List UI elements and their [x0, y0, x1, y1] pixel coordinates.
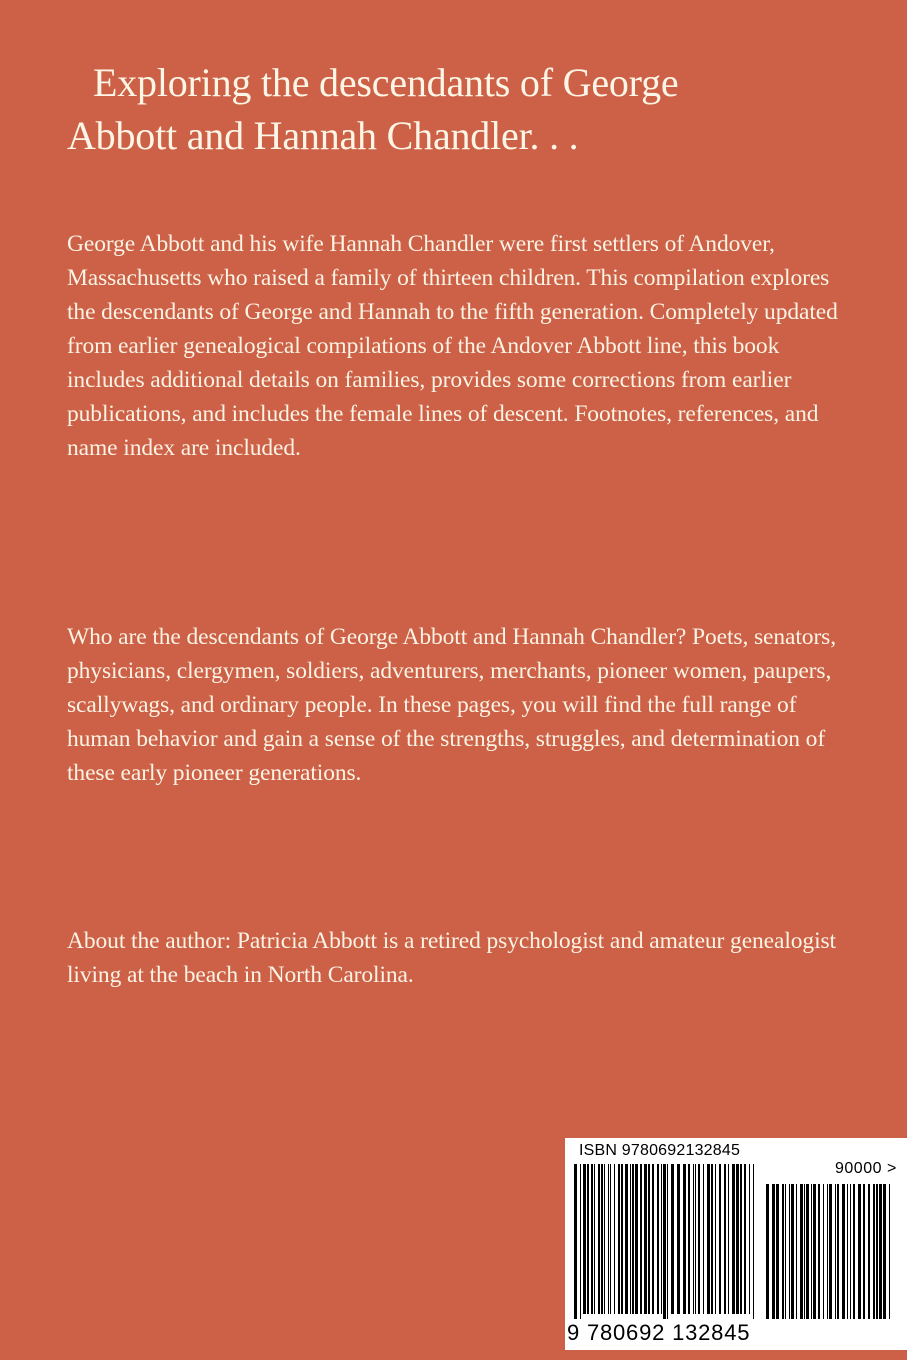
headline-line-1: Exploring the descendants of George	[93, 60, 679, 105]
back-cover-headline	[67, 56, 867, 162]
book-description-paragraph: George Abbott and his wife Hannah Chandler were first settlers of Andover, Massachusetts who raised a family of thirteen children. This compilation explores the descendants of George and Hannah to the fifth generation. Completely updated from earlier genealogical compilations of the Andover Abbott line, this book includes additional details on families, provides some corrections from earlier publications, and includes the female lines of descent. Footnotes, references, and name index are included.	[67, 231, 838, 461]
price-code: 90000 >	[835, 1160, 897, 1177]
price-addon-barcode-bars	[765, 1184, 893, 1339]
descendants-paragraph: Who are the descendants of George Abbott and Hannah Chandler? Poets, senators, physicians, clergymen, soldiers, adventurers, merchants, pioneer women, paupers, scallywags, and ordinary people. In these pages, you will find the full range of human behavior and gain a sense of the strengths, struggles, and determination of these early pioneer generations.	[67, 624, 836, 786]
isbn-barcode-block	[565, 1138, 907, 1350]
headline-line-2: Abbott and Hannah Chandler. . .	[67, 113, 579, 158]
isbn-label: ISBN 9780692132845	[579, 1142, 741, 1159]
isbn-digits: 9 780692 132845	[567, 1320, 751, 1345]
ean13-barcode-bars	[573, 1164, 758, 1319]
about-author-paragraph: About the author: Patricia Abbott is a retired psychologist and amateur genealogist living at the beach in North Carolina.	[67, 928, 836, 988]
